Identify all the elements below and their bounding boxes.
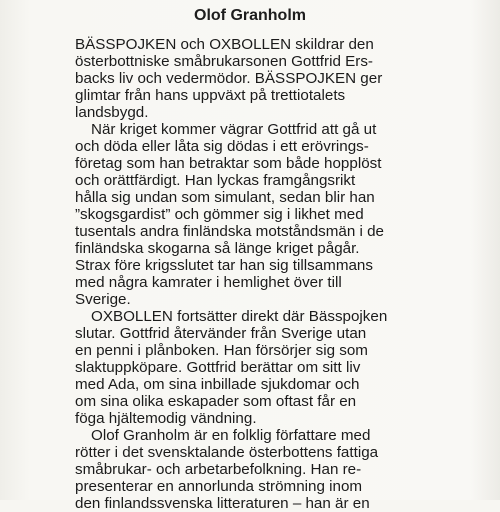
author-name: Olof Granholm <box>194 7 306 24</box>
text-line: den finlandssvenska litteraturen – han är en <box>75 495 370 512</box>
text-line: tusentals andra finländska motståndsmän i de <box>75 223 384 240</box>
blurb-paragraph-4 <box>75 427 495 512</box>
text-line: om sina olika eskapader som oftast får en <box>75 393 357 410</box>
text-line: hålla sig undan som simulant, sedan blir han <box>75 189 375 206</box>
text-line: finländska skogarna så länge kriget pågår. <box>75 240 360 257</box>
text-line: OXBOLLEN fortsätter direkt där Bässpojken <box>91 308 388 325</box>
text-line: presenterar en annorlunda strömning inom <box>75 478 363 495</box>
blurb-paragraph-1 <box>75 36 495 121</box>
text-line: företag som han betraktar som både hopplöst <box>75 155 382 172</box>
blurb-paragraph-2 <box>75 121 495 308</box>
text-line: slaktuppköpare. Gottfrid berättar om sitt liv <box>75 359 361 376</box>
red-title-lettering <box>196 0 326 4</box>
text-line: en penni i plånboken. Han försörjer sig som <box>75 342 368 359</box>
text-line: BÄSSPOJKEN och OXBOLLEN skildrar den <box>75 36 374 53</box>
text-line: rötter i det svensktalande österbottens fattiga <box>75 444 379 461</box>
text-line: föga hjältemodig vändning. <box>75 410 257 427</box>
text-line: med Ada, om sina inbillade sjukdomar och <box>75 376 360 393</box>
text-line: ”skogsgardist” och gömmer sig i likhet med <box>75 206 364 223</box>
text-line: slutar. Gottfrid återvänder från Sverige utan <box>75 325 367 342</box>
text-line: och orättfärdigt. Han lyckas framgångsrikt <box>75 172 356 189</box>
text-line: småbrukar- och arbetarbefolkning. Han re- <box>75 461 362 478</box>
text-line: backs liv och vedermödor. BÄSSPOJKEN ger <box>75 70 383 87</box>
text-line: När kriget kommer vägrar Gottfrid att gå ut <box>91 121 377 138</box>
cover-title-fragment <box>196 0 326 4</box>
text-line: Olof Granholm är en folklig författare med <box>91 427 371 444</box>
text-line: glimtar från hans uppväxt på trettiotalets <box>75 87 346 104</box>
text-line: Sverige. <box>75 291 131 308</box>
text-line: österbottniske småbrukarsonen Gottfrid Ers- <box>75 53 373 70</box>
blurb-text <box>75 36 495 512</box>
text-line: landsbygd. <box>75 104 149 121</box>
text-line: Strax före krigsslutet tar han sig tillsammans <box>75 257 373 274</box>
blurb-paragraph-3 <box>75 308 495 427</box>
text-line: och döda eller låta sig dödas i ett erövrings- <box>75 138 369 155</box>
text-line: med några kamrater i hemlighet över till <box>75 274 342 291</box>
